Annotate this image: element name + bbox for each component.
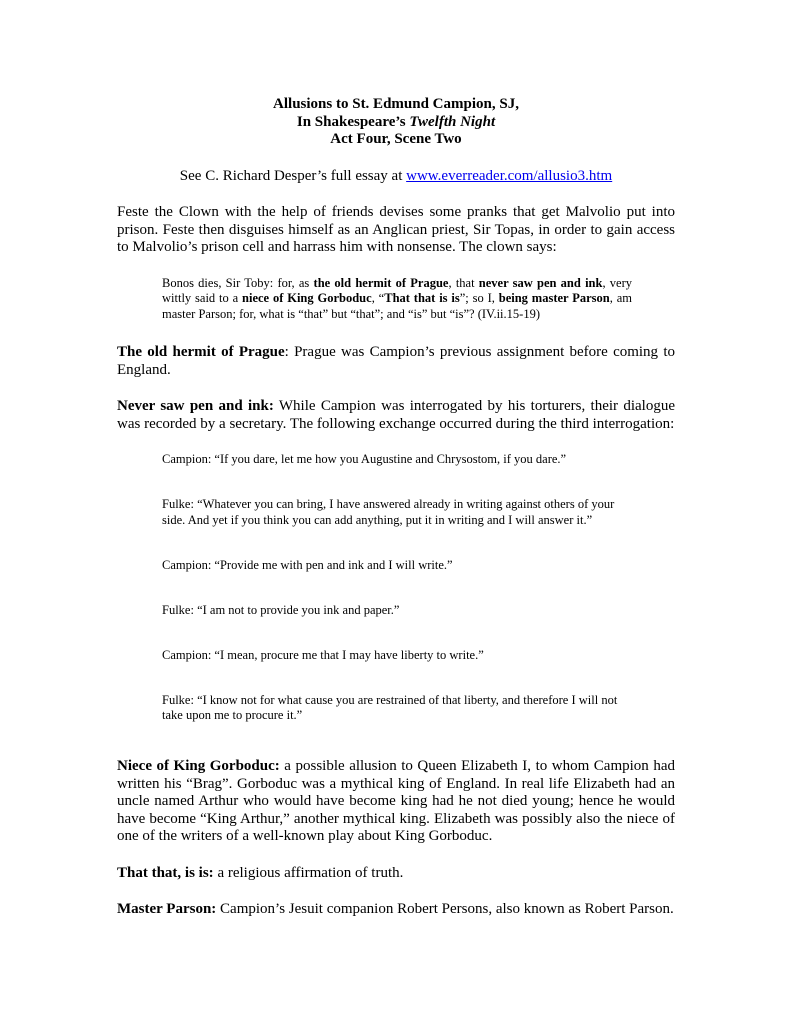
quote-text-4: , “ <box>371 291 385 305</box>
dialogue-line: Campion: “Provide me with pen and ink and I will write.” <box>162 557 453 572</box>
note-pen-ink-text: While Campion was interrogated by his torturers, their dialogue was recorded by a secretary. The following exchange occurred during the third interrogation: <box>117 398 675 432</box>
essay-link[interactable]: www.everreader.com/allusio3.htm <box>406 167 613 184</box>
quote-text-2: , that <box>448 275 479 290</box>
title-line-1: Allusions to St. Edmund Campion, SJ, <box>273 96 519 112</box>
note-parson-text: Campion’s Jesuit companion Robert Persons, also known as Robert Parson. <box>216 901 674 917</box>
quote-text-1: Bonos dies, Sir Toby: for, as <box>162 275 314 290</box>
quote-text-6: , am master Parson; for, what is “that” but “that”; and “is” but “is”? (IV.ii.15-19) <box>162 291 632 321</box>
note-that-is-term: That that, is is: <box>117 864 214 881</box>
quote-text-5: ”; so I, <box>459 291 499 305</box>
dialogue-line: Campion: “If you dare, let me how you Augustine and Chrysostom, if you dare.” <box>162 452 567 466</box>
quote-bold-pen-ink: never saw pen and ink <box>478 275 603 290</box>
note-that-is <box>117 865 675 883</box>
quote-bold-parson: being master Parson <box>498 291 610 305</box>
document-page <box>117 96 675 919</box>
note-pen-ink <box>117 398 675 433</box>
note-pen-ink-term: Never saw pen and ink: <box>117 398 274 414</box>
source-line <box>117 168 675 186</box>
dialogue-line: Fulke: “I am not to provide you ink and paper.” <box>162 602 400 617</box>
quote-bold-hermit: the old hermit of Prague <box>313 275 449 290</box>
note-parson-term: Master Parson: <box>117 901 217 917</box>
intro-paragraph: Feste the Clown with the help of friends devises some pranks that get Malvolio put into prison. Feste then disguises himself as an Anglican priest, Sir Topas, in order to gain access to Malvolio’s prison cell and harrass him with nonsense. The clown says: <box>117 204 675 255</box>
dialogue-line: Fulke: “Whatever you can bring, I have answered already in writing against others of your side. And yet if you think you can add anything, put it in writing and I will answer it.” <box>162 497 615 527</box>
note-prague-text: : Prague was Campion’s previous assignment before coming to England. <box>117 344 675 378</box>
play-quote <box>162 276 632 323</box>
note-niece-text: a possible allusion to Queen Elizabeth I, to whom Campion had written his “Brag”. Gorboduc was a mythical king of England. In real life Elizabeth had an uncle named Arthur who would have become king had he not died young; hence he would have become “King Arthur,” another mythical king. Elizabeth was possibly also the niece of one of the writers of a well-known play about King Gorboduc. <box>117 758 675 844</box>
note-niece-term: Niece of King Gorboduc: <box>117 758 280 774</box>
note-that-is-text: a religious affirmation of truth. <box>213 864 404 881</box>
dialogue-line: Campion: “I mean, procure me that I may have liberty to write.” <box>162 647 484 662</box>
quote-text-3: , very wittly said to a <box>162 275 633 305</box>
note-parson <box>117 901 675 919</box>
quote-bold-niece: niece of King Gorboduc <box>242 291 372 305</box>
note-prague-term: The old hermit of Prague <box>117 344 285 360</box>
dialogue-line: Fulke: “I know not for what cause you are restrained of that liberty, and therefore I will not take upon me to procure it.” <box>162 692 618 722</box>
title-line-3: Act Four, Scene Two <box>330 131 462 147</box>
title-play-name: Twelfth Night <box>409 113 496 130</box>
note-niece <box>117 758 675 846</box>
quote-bold-that-is: That that is is <box>384 291 460 305</box>
note-prague <box>117 344 675 379</box>
source-prefix: See C. Richard Desper’s full essay at <box>179 167 407 184</box>
title-line-2 <box>117 114 675 132</box>
title-line-2-prefix: In Shakespeare’s <box>296 113 410 130</box>
